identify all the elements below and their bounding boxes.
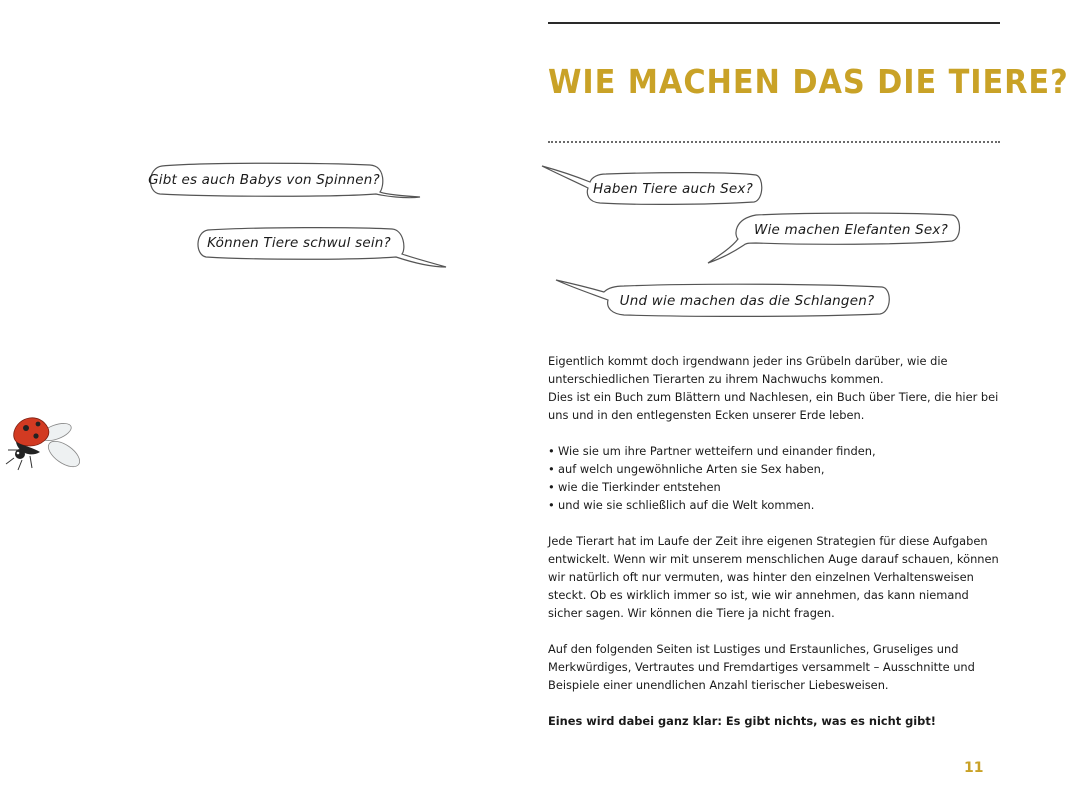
page-title: WIE MACHEN DAS DIE TIERE? (548, 62, 1069, 101)
ladybug-drawing (0, 402, 90, 492)
bullet-list (548, 442, 1000, 514)
ladybug-icon (0, 402, 90, 492)
intro-paragraph-2: Dies ist ein Buch zum Blättern und Nachlesen, ein Buch über Tiere, die hier bei uns und in den entlegensten Ecken unserer Erde leben. (548, 390, 999, 422)
top-divider (548, 22, 1000, 24)
paragraph-gap (548, 694, 1000, 712)
list-item: • Wie sie um ihre Partner wetteifern und einander finden, (548, 442, 1000, 460)
list-item: • wie die Tierkinder entstehen (548, 478, 1000, 496)
dotted-divider (548, 141, 1000, 143)
paragraph-gap (548, 622, 1000, 640)
bubble-text: Wie machen Elefanten Sex? (754, 222, 948, 238)
bubble-text: Haben Tiere auch Sex? (593, 181, 753, 197)
speech-bubble-sex (584, 172, 762, 206)
intro-paragraph-1: Eigentlich kommt doch irgendwann jeder ins Grübeln darüber, wie die unterschiedlichen Tierarten zu ihrem Nachwuchs kommen. (548, 354, 948, 386)
list-item: • und wie sie schließlich auf die Welt kommen. (548, 496, 1000, 514)
bubble-text: Und wie machen das die Schlangen? (619, 293, 875, 309)
speech-bubble-elephants (740, 213, 962, 247)
speech-bubble-snakes (604, 284, 890, 318)
body-text (548, 352, 1000, 730)
bubble-text: Gibt es auch Babys von Spinnen? (148, 172, 380, 188)
page-number: 11 (964, 760, 984, 776)
list-item: • auf welch ungewöhnliche Arten sie Sex haben, (548, 460, 1000, 478)
paragraph-gap (548, 424, 1000, 442)
paragraph-gap (548, 514, 1000, 532)
paragraph-strategies: Jede Tierart hat im Laufe der Zeit ihre eigenen Strategien für diese Aufgaben entwickelt. Wenn wir mit unserem menschlichen Auge darauf schauen, können wir natürlich oft nur vermuten, was hinter den einzelnen Verhaltensweisen steckt. Ob es wirklich immer so ist, wie wir annehmen, das kann niemand sicher sagen. Wir können die Tiere ja nicht fragen. (548, 534, 999, 620)
speech-bubble-spiders (148, 163, 380, 197)
speech-bubble-gay (196, 227, 402, 259)
paragraph-following-pages: Auf den folgenden Seiten ist Lustiges und Erstaunliches, Gruseliges und Merkwürdiges, Vertrautes und Fremdartiges versammelt – Ausschnitte und Beispiele einer unendlichen Anzahl tierischer Liebesweisen. (548, 642, 975, 692)
closing-statement: Eines wird dabei ganz klar: Es gibt nichts, was es nicht gibt! (548, 714, 936, 728)
bubble-text: Können Tiere schwul sein? (207, 235, 391, 251)
